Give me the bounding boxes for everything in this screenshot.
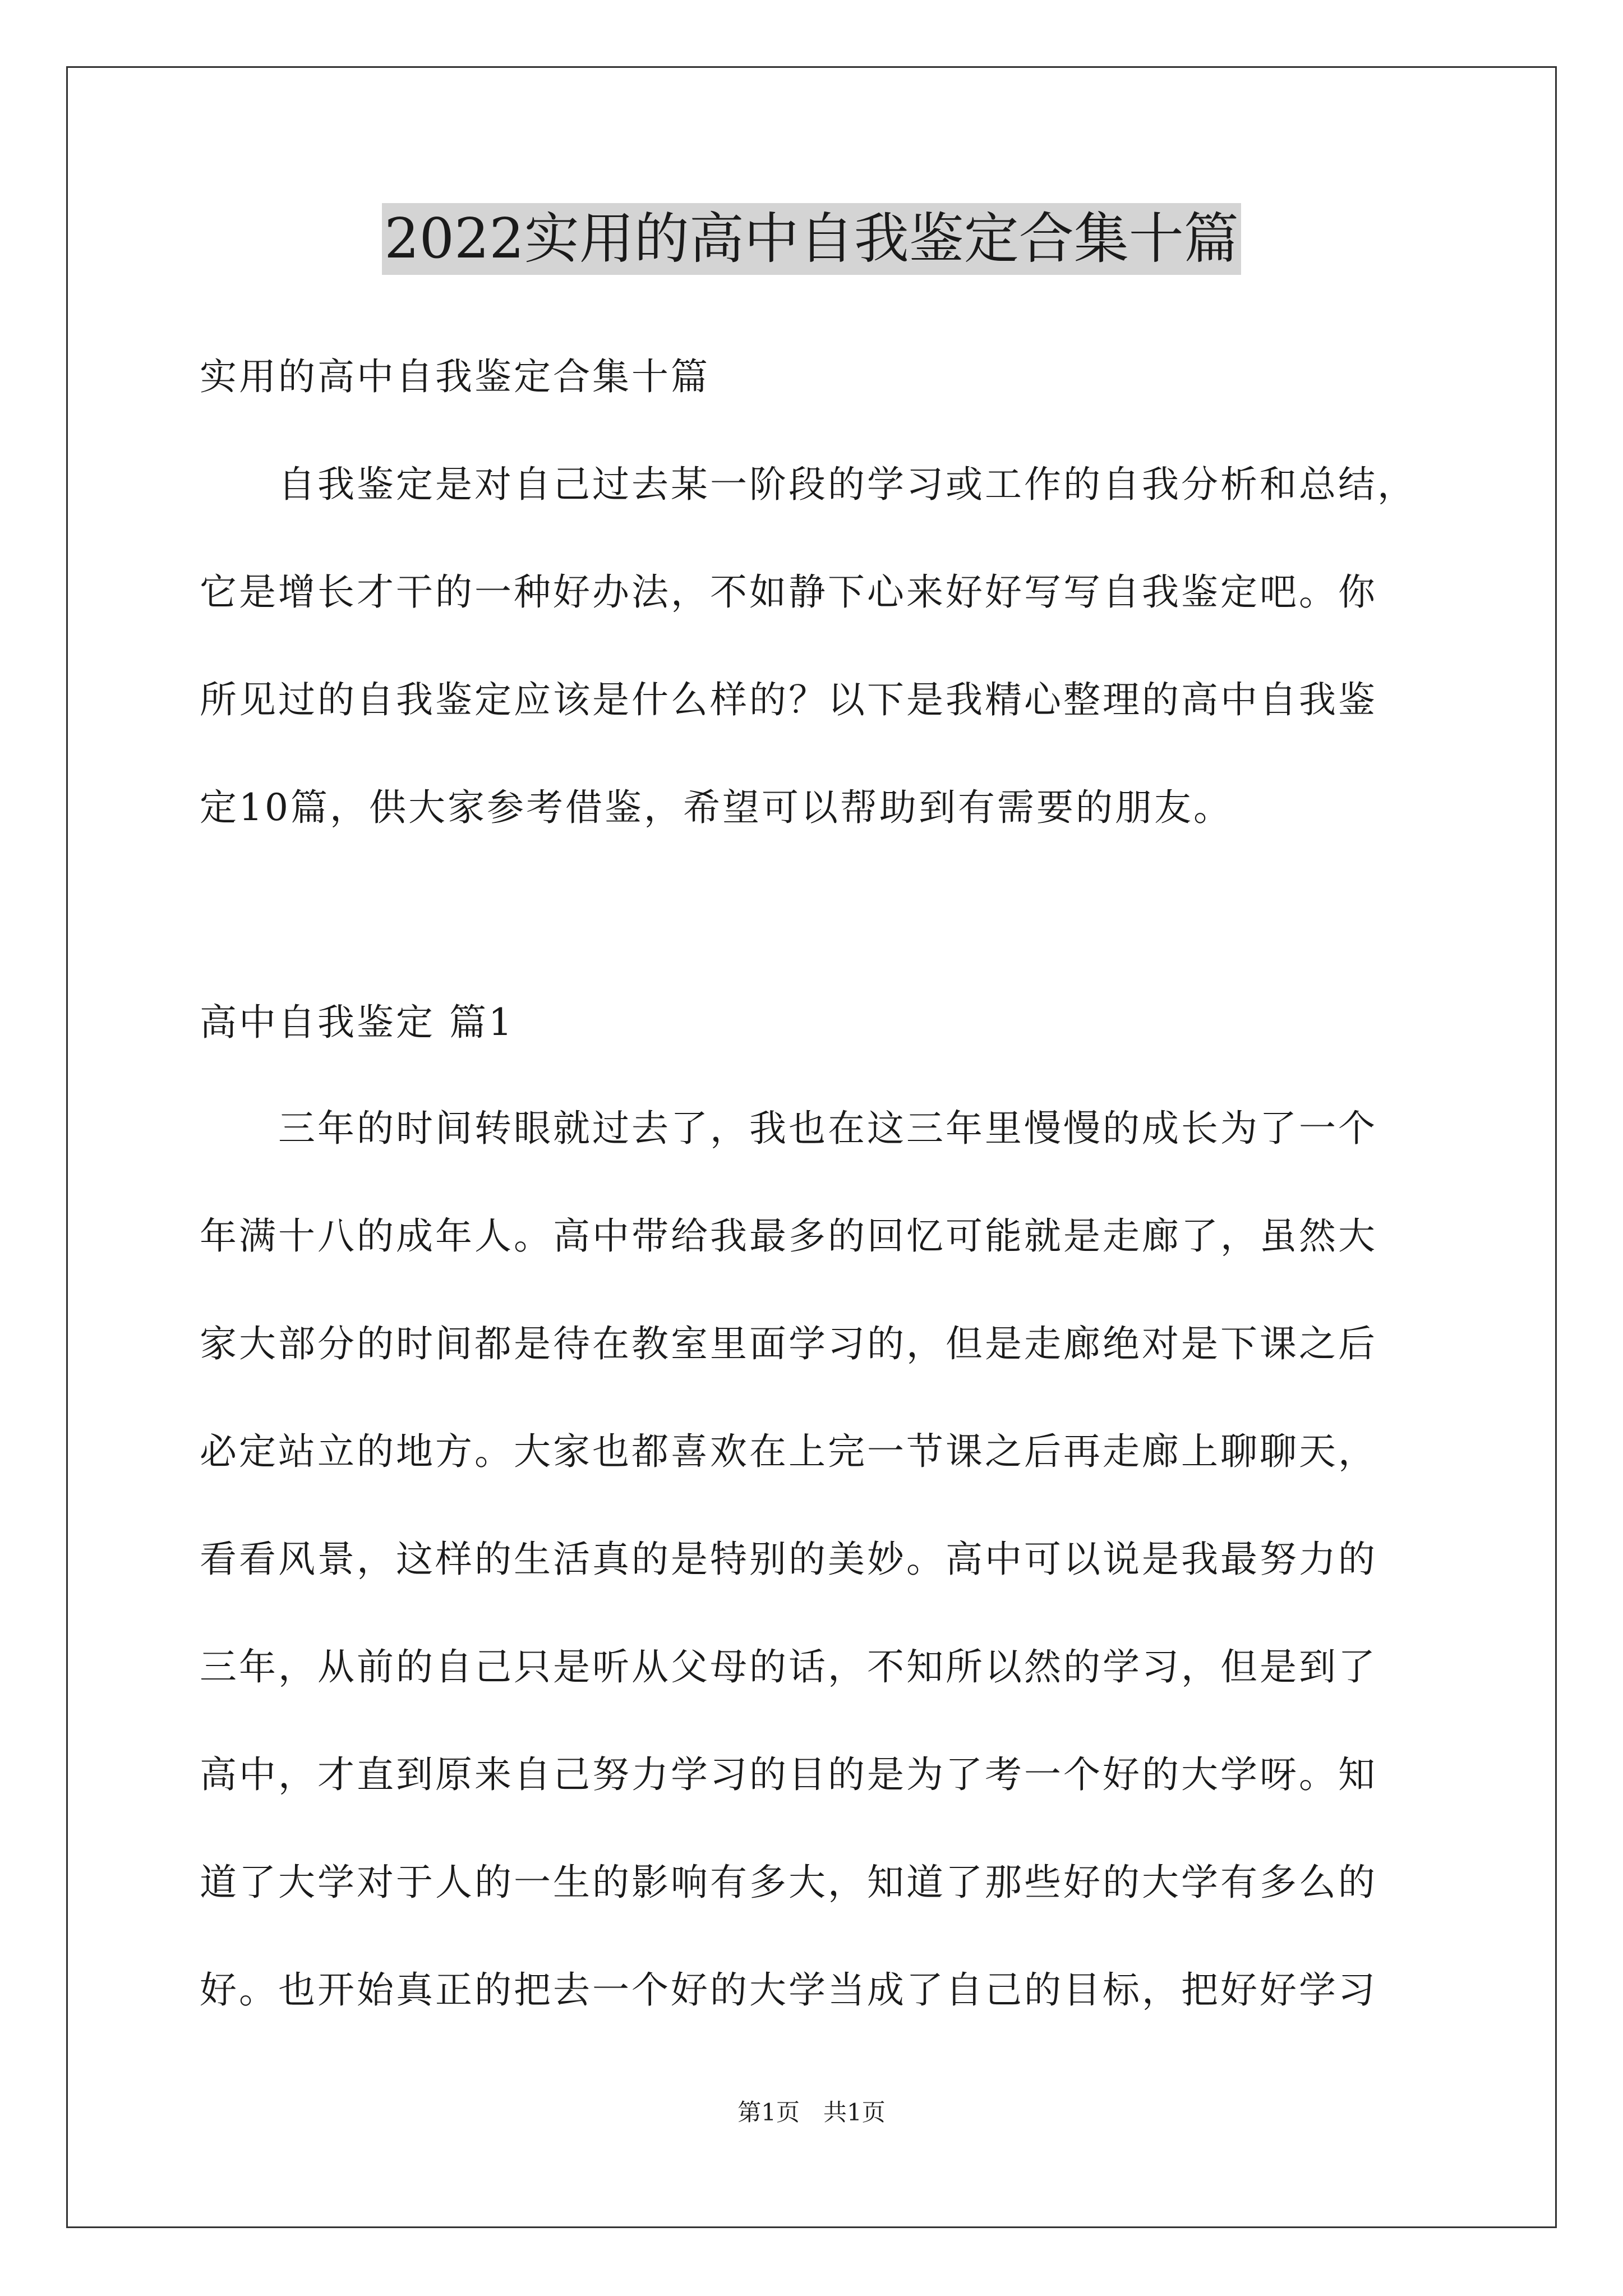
body-line: 好。也开始真正的把去一个好的大学当成了自己的目标，把好好学习 bbox=[200, 1968, 1377, 2012]
intro-line: 所见过的自我鉴定应该是什么样的？以下是我精心整理的高中自我鉴 bbox=[200, 678, 1377, 721]
body-line: 看看风景，这样的生活真的是特别的美妙。高中可以说是我最努力的 bbox=[200, 1538, 1377, 1581]
document-subtitle: 实用的高中自我鉴定合集十篇 bbox=[200, 355, 710, 398]
body-line: 高中，才直到原来自己努力学习的目的是为了考一个好的大学呀。知 bbox=[200, 1753, 1377, 1796]
body-line: 家大部分的时间都是待在教室里面学习的，但是走廊绝对是下课之后 bbox=[200, 1322, 1377, 1365]
intro-line: 自我鉴定是对自己过去某一阶段的学习或工作的自我分析和总结， bbox=[200, 463, 1417, 506]
intro-line: 定10篇，供大家参考借鉴，希望可以帮助到有需要的朋友。 bbox=[200, 786, 1233, 829]
body-line: 年满十八的成年人。高中带给我最多的回忆可能就是走廊了，虽然大 bbox=[200, 1214, 1377, 1258]
page-footer: 第1页 共1页 bbox=[737, 2099, 886, 2126]
title-container bbox=[0, 203, 1623, 275]
document-title: 2022实用的高中自我鉴定合集十篇 bbox=[382, 203, 1241, 275]
body-line: 必定站立的地方。大家也都喜欢在上完一节课之后再走廊上聊聊天， bbox=[200, 1430, 1377, 1473]
body-line: 三年的时间转眼就过去了，我也在这三年里慢慢的成长为了一个 bbox=[200, 1107, 1377, 1150]
body-line: 道了大学对于人的一生的影响有多大，知道了那些好的大学有多么的 bbox=[200, 1861, 1377, 1904]
intro-line: 它是增长才干的一种好办法，不如静下心来好好写写自我鉴定吧。你 bbox=[200, 570, 1377, 614]
section-heading: 高中自我鉴定 篇1 bbox=[200, 1001, 514, 1044]
body-line: 三年，从前的自己只是听从父母的话，不知所以然的学习，但是到了 bbox=[200, 1645, 1377, 1688]
